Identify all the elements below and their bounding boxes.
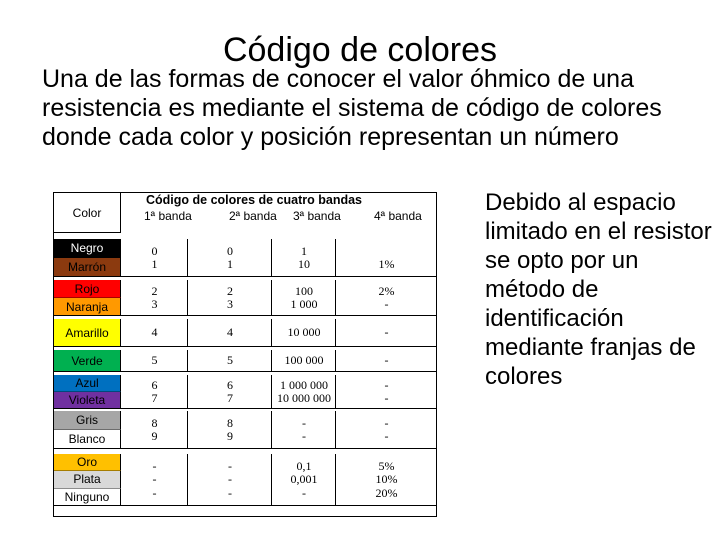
value-stack	[336, 417, 437, 444]
band-value: -	[384, 429, 389, 443]
value-column-2	[188, 454, 272, 505]
band-value: 20%	[375, 485, 398, 500]
value-stack	[188, 326, 272, 340]
color-swatch-cell	[54, 375, 121, 392]
value-stack	[272, 354, 336, 368]
value-column-1	[121, 280, 188, 315]
value-stack	[188, 285, 272, 312]
color-name: Negro	[70, 241, 104, 255]
color-name: Oro	[76, 455, 97, 470]
value-column-2	[188, 280, 272, 315]
side-note: Debido al espacio limitado en el resistor se opto por un método de identificación mediante franjas de colores	[485, 189, 712, 390]
value-column-4	[336, 375, 437, 408]
color-swatch-cell	[54, 392, 121, 409]
value-stack	[336, 354, 437, 368]
value-column-3	[272, 280, 336, 315]
band-value: 5	[151, 353, 158, 368]
value-group	[121, 350, 437, 372]
value-stack	[121, 354, 188, 368]
band-value: -	[152, 472, 157, 487]
value-stack	[121, 245, 188, 272]
band-value: 0	[151, 243, 158, 258]
color-name: Azul	[75, 376, 99, 390]
band-value: 100	[295, 283, 313, 298]
color-name: Violeta	[68, 393, 106, 407]
value-stack	[121, 285, 188, 312]
value-column-3	[272, 319, 336, 346]
band-value: 1	[301, 243, 307, 258]
header-color: Color	[72, 205, 102, 220]
band-value: -	[302, 485, 306, 500]
band-value: -	[228, 472, 232, 487]
color-name: Marrón	[67, 260, 106, 274]
value-group	[121, 280, 437, 316]
value-stack	[336, 245, 437, 272]
value-stack	[336, 285, 437, 312]
color-swatch-cell	[54, 454, 121, 471]
value-column-2	[188, 239, 272, 276]
band-value: 5	[227, 353, 233, 368]
color-name: Rojo	[74, 281, 100, 296]
value-column-1	[121, 411, 188, 448]
band-value: 0	[227, 243, 233, 258]
value-column-2	[188, 375, 272, 408]
value-column-1	[121, 350, 188, 371]
band-value: -	[152, 458, 157, 473]
color-swatch-cell	[54, 411, 121, 430]
band-value: 1	[227, 257, 233, 271]
color-swatch-cell	[54, 319, 121, 347]
header-band-1: 1ª banda	[144, 209, 192, 223]
value-stack	[336, 460, 437, 501]
band-value: -	[302, 429, 306, 443]
value-group	[121, 239, 437, 277]
band-value: 1 000 000	[280, 377, 328, 392]
color-name: Ninguno	[64, 489, 110, 504]
header-band-2: 2ª banda	[229, 209, 277, 223]
band-value: 5%	[378, 458, 395, 473]
band-value: -	[384, 377, 389, 392]
value-column-3	[272, 375, 336, 408]
band-value: 1	[151, 257, 158, 271]
band-value: 2%	[378, 283, 395, 298]
intro-paragraph: Una de las formas de conocer el valor óhmico de una resistencia es mediante el sistema de código de colores donde cada color y posición representan un número	[42, 65, 662, 151]
value-column-2	[188, 350, 272, 371]
band-value: 3	[227, 297, 233, 311]
band-value: 8	[227, 415, 233, 430]
band-value: 2	[227, 283, 233, 298]
color-swatch-cell	[54, 471, 121, 488]
value-stack	[188, 417, 272, 444]
value-column-4	[336, 350, 437, 371]
value-stack	[272, 379, 336, 406]
band-value: 9	[151, 429, 158, 443]
header-band-4: 4ª banda	[374, 209, 422, 223]
color-swatch-cell	[54, 239, 121, 258]
value-group	[121, 375, 437, 409]
value-stack	[188, 379, 272, 406]
value-column-4	[336, 280, 437, 315]
band-value: -	[384, 415, 389, 430]
color-swatch-cell	[54, 298, 121, 316]
color-name: Plata	[73, 472, 101, 487]
band-value: 7	[151, 391, 158, 405]
header-band-3: 3ª banda	[293, 209, 341, 223]
value-column-3	[272, 350, 336, 371]
band-value: 2	[151, 283, 158, 298]
band-value: 0,1	[296, 458, 312, 473]
color-swatch-cell	[54, 258, 121, 277]
color-code-table	[53, 192, 437, 517]
value-column-4	[336, 454, 437, 505]
value-column-3	[272, 239, 336, 276]
value-column-3	[272, 411, 336, 448]
value-group	[121, 319, 437, 347]
band-value: 8	[151, 415, 158, 430]
value-column-1	[121, 454, 188, 505]
value-column-4	[336, 239, 437, 276]
color-swatch-cell	[54, 489, 121, 506]
band-value: 10	[298, 257, 310, 271]
band-value: 6	[227, 377, 233, 392]
band-value: 1%	[378, 257, 395, 271]
band-value: -	[384, 325, 389, 340]
band-value: 10 000 000	[277, 391, 331, 405]
value-stack	[121, 460, 188, 501]
slide-title: Código de colores	[222, 31, 498, 69]
value-column-4	[336, 319, 437, 346]
value-column-1	[121, 239, 188, 276]
value-stack	[121, 417, 188, 444]
color-name: Naranja	[65, 299, 109, 314]
header-color-cell	[54, 193, 121, 233]
color-swatch-cell	[54, 280, 121, 298]
band-value: 9	[227, 429, 233, 443]
band-value: -	[152, 485, 157, 500]
value-stack	[188, 245, 272, 272]
value-column-1	[121, 375, 188, 408]
band-value: 100 000	[284, 353, 324, 368]
band-value: 0,001	[290, 472, 318, 487]
value-column-3	[272, 454, 336, 505]
band-value: -	[384, 391, 389, 405]
color-name: Amarillo	[65, 325, 109, 340]
value-stack	[272, 285, 336, 312]
value-stack	[121, 379, 188, 406]
value-stack	[336, 379, 437, 406]
value-column-1	[121, 319, 188, 346]
band-value: 1 000	[290, 297, 318, 311]
value-stack	[188, 354, 272, 368]
color-name: Blanco	[68, 432, 106, 446]
table-title: Código de colores de cuatro bandas	[146, 193, 363, 207]
band-value: 7	[227, 391, 233, 405]
value-stack	[188, 460, 272, 501]
value-group	[121, 411, 437, 449]
value-column-2	[188, 319, 272, 346]
band-value: 3	[151, 297, 158, 311]
band-value	[336, 245, 437, 259]
value-stack	[272, 417, 336, 444]
band-value: 10%	[375, 472, 398, 487]
band-value: 10 000	[287, 325, 321, 340]
band-value: 4	[151, 325, 158, 340]
band-value: -	[384, 297, 389, 311]
band-value: 4	[227, 325, 233, 340]
band-value: 6	[151, 377, 158, 392]
band-value: -	[384, 353, 389, 368]
value-stack	[272, 245, 336, 272]
color-swatch-cell	[54, 430, 121, 449]
color-swatch-cell	[54, 350, 121, 372]
value-column-4	[336, 411, 437, 448]
value-stack	[121, 326, 188, 340]
value-column-2	[188, 411, 272, 448]
color-name: Gris	[76, 413, 98, 427]
color-name: Verde	[71, 353, 103, 368]
value-stack	[272, 326, 336, 340]
value-group	[121, 454, 437, 506]
band-value: -	[228, 485, 232, 500]
band-value: -	[228, 458, 232, 473]
value-stack	[272, 460, 336, 501]
band-value: -	[302, 415, 306, 430]
value-stack	[336, 326, 437, 340]
